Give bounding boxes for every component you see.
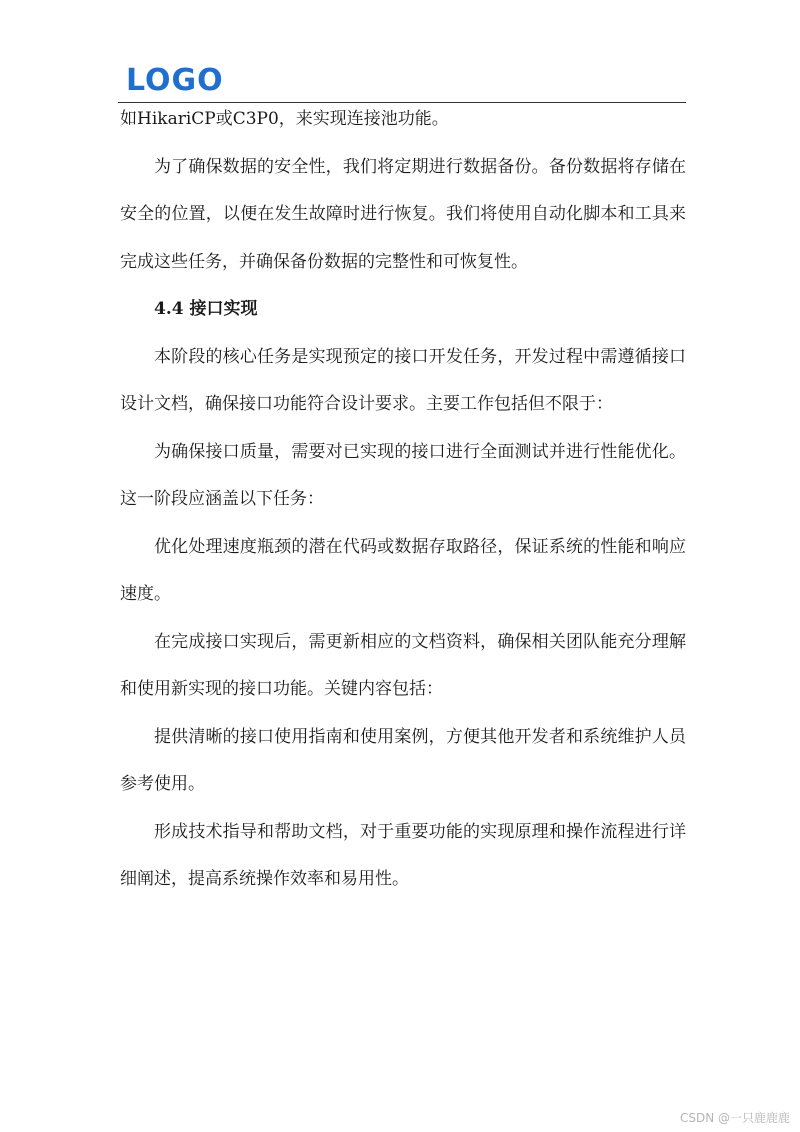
paragraph-core-task: 本阶段的核心任务是实现预定的接口开发任务，开发过程中需遵循接口设计文档，确保接口功能符合设计要求。主要工作包括但不限于： <box>120 346 686 414</box>
watermark: CSDN @一只鹿鹿鹿 <box>679 1111 790 1125</box>
paragraph-docs: 在完成接口实现后，需更新相应的文档资料，确保相关团队能充分理解和使用新实现的接口功能。关键内容包括： <box>120 631 686 699</box>
paragraph-guide: 提供清晰的接口使用指南和使用案例，方便其他开发者和系统维护人员参考使用。 <box>120 726 686 794</box>
section-heading: 4.4 接口实现 <box>154 299 258 319</box>
paragraph-quality: 为确保接口质量，需要对已实现的接口进行全面测试并进行性能优化。这一阶段应涵盖以下任务： <box>120 441 686 509</box>
paragraph-technical: 形成技术指导和帮助文档，对于重要功能的实现原理和操作流程进行详细阐述，提高系统操作效率和易用性。 <box>120 821 686 889</box>
paragraph-backup: 为了确保数据的安全性，我们将定期进行数据备份。备份数据将存储在安全的位置，以便在发生故障时进行恢复。我们将使用自动化脚本和工具来完成这些任务，并确保备份数据的完整性和可恢复性。 <box>120 156 686 272</box>
paragraph-continuation: 如HikariCP或C3P0，来实现连接池功能。 <box>120 109 449 129</box>
document-body <box>120 96 686 904</box>
logo: LOGO <box>126 63 224 98</box>
paragraph-optimize: 优化处理速度瓶颈的潜在代码或数据存取路径，保证系统的性能和响应速度。 <box>120 536 686 604</box>
